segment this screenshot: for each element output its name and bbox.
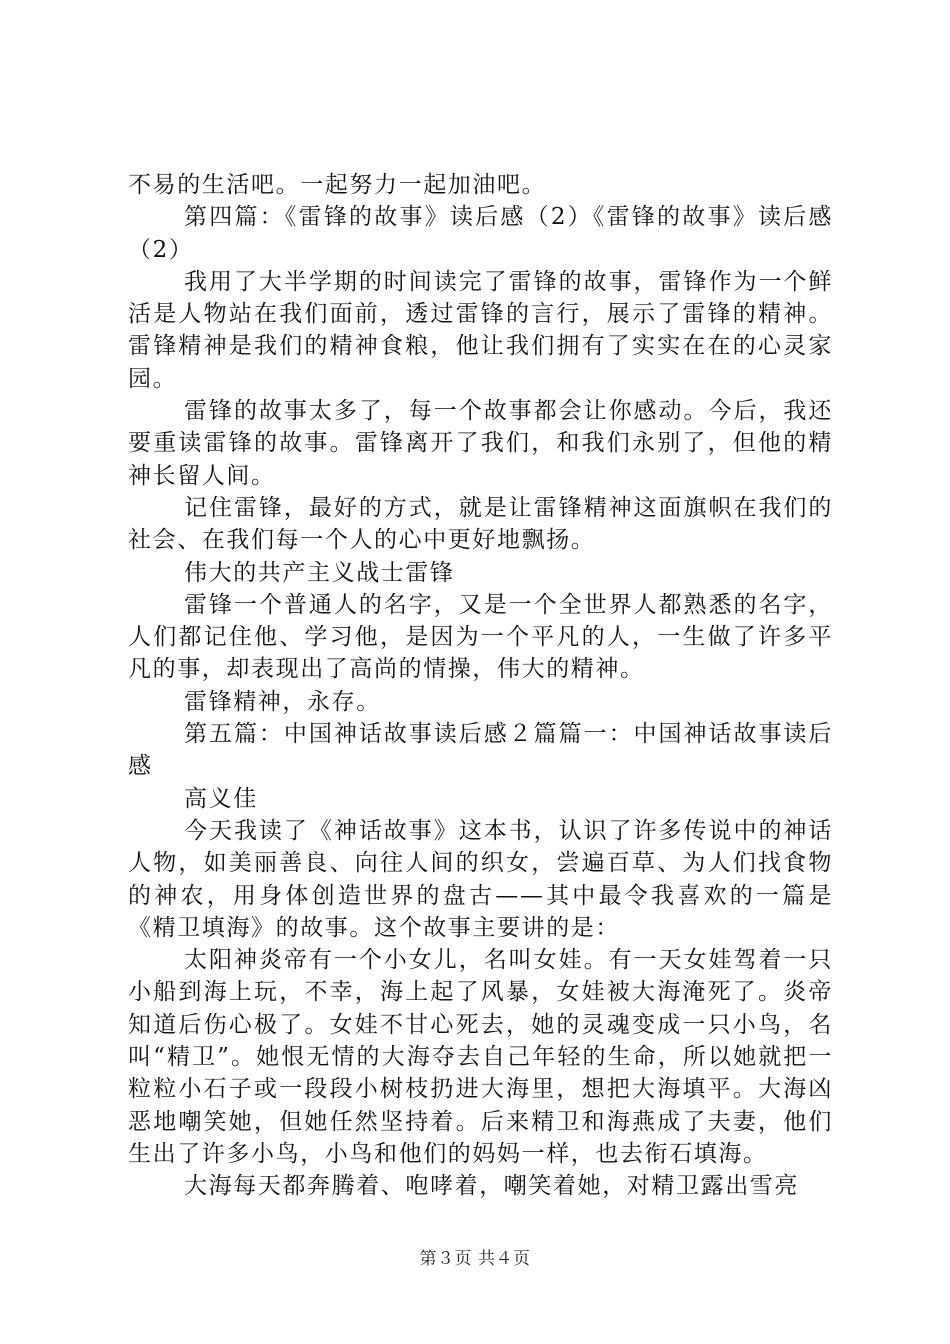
paragraph: 太阳神炎帝有一个小女儿，名叫女娃。有一天女娃驾着一只小船到海上玩，不幸，海上起了风暴，女娃被大海淹死了。炎帝知道后伤心极了。女娃不甘心死去，她的灵魂变成一只小鸟，名叫“精卫”。她恨无情的大海夺去自己年轻的生命，所以她就把一粒粒小石子或一段段小树枝扔进大海里，想把大海填平。大海凶恶地嘲笑她，但她任然坚持着。后来精卫和海燕成了夫妻，他们生出了许多小鸟，小鸟和他们的妈妈一样，也去衔石填海。 [128,947,833,1167]
page-footer: 第３页 共４页 [419,1249,531,1269]
subtitle: 伟大的共产主义战士雷锋 [184,559,455,586]
paragraph: 记住雷锋，最好的方式，就是让雷锋精神这面旗帜在我们的社会、在我们每一个人的心中更好地飘扬。 [128,494,833,554]
section-heading: 第五篇：中国神话故事读后感２篇篇一：中国神话故事读后感 [128,721,833,780]
document-body [128,169,833,1203]
paragraph: 雷锋的故事太多了，每一个故事都会让你感动。今后，我还要重读雷锋的故事。雷锋离开了我们，和我们永别了，但他的精神长留人间。 [128,398,833,489]
paragraph: 雷锋一个普通人的名字，又是一个全世界人都熟悉的名字，人们都记住他、学习他，是因为一个平凡的人，一生做了许多平凡的事，却表现出了高尚的情操，伟大的精神。 [128,591,833,683]
paragraph: 今天我读了《神话故事》这本书，认识了许多传说中的神话人物，如美丽善良、向往人间的织女，尝遍百草、为人们找食物的神农，用身体创造世界的盘古——其中最令我喜欢的一篇是《精卫填海》的故事。这个故事主要讲的是： [128,817,833,941]
section-heading: 第四篇：《雷锋的故事》读后感（2）《雷锋的故事》读后感（2） [128,204,833,263]
paragraph: 不易的生活吧。一起努力一起加油吧。 [128,172,547,198]
paragraph: 雷锋精神，永存。 [184,688,381,715]
author-name: 高义佳 [184,785,258,812]
paragraph: 我用了大半学期的时间读完了雷锋的故事，雷锋作为一个鲜活是人物站在我们面前，透过雷锋的言行，展示了雷锋的精神。雷锋精神是我们的精神食粮，他让我们拥有了实实在在的心灵家园。 [128,268,833,392]
paragraph: 大海每天都奔腾着、咆哮着，嘲笑着她，对精卫露出雪亮 [184,1173,799,1200]
